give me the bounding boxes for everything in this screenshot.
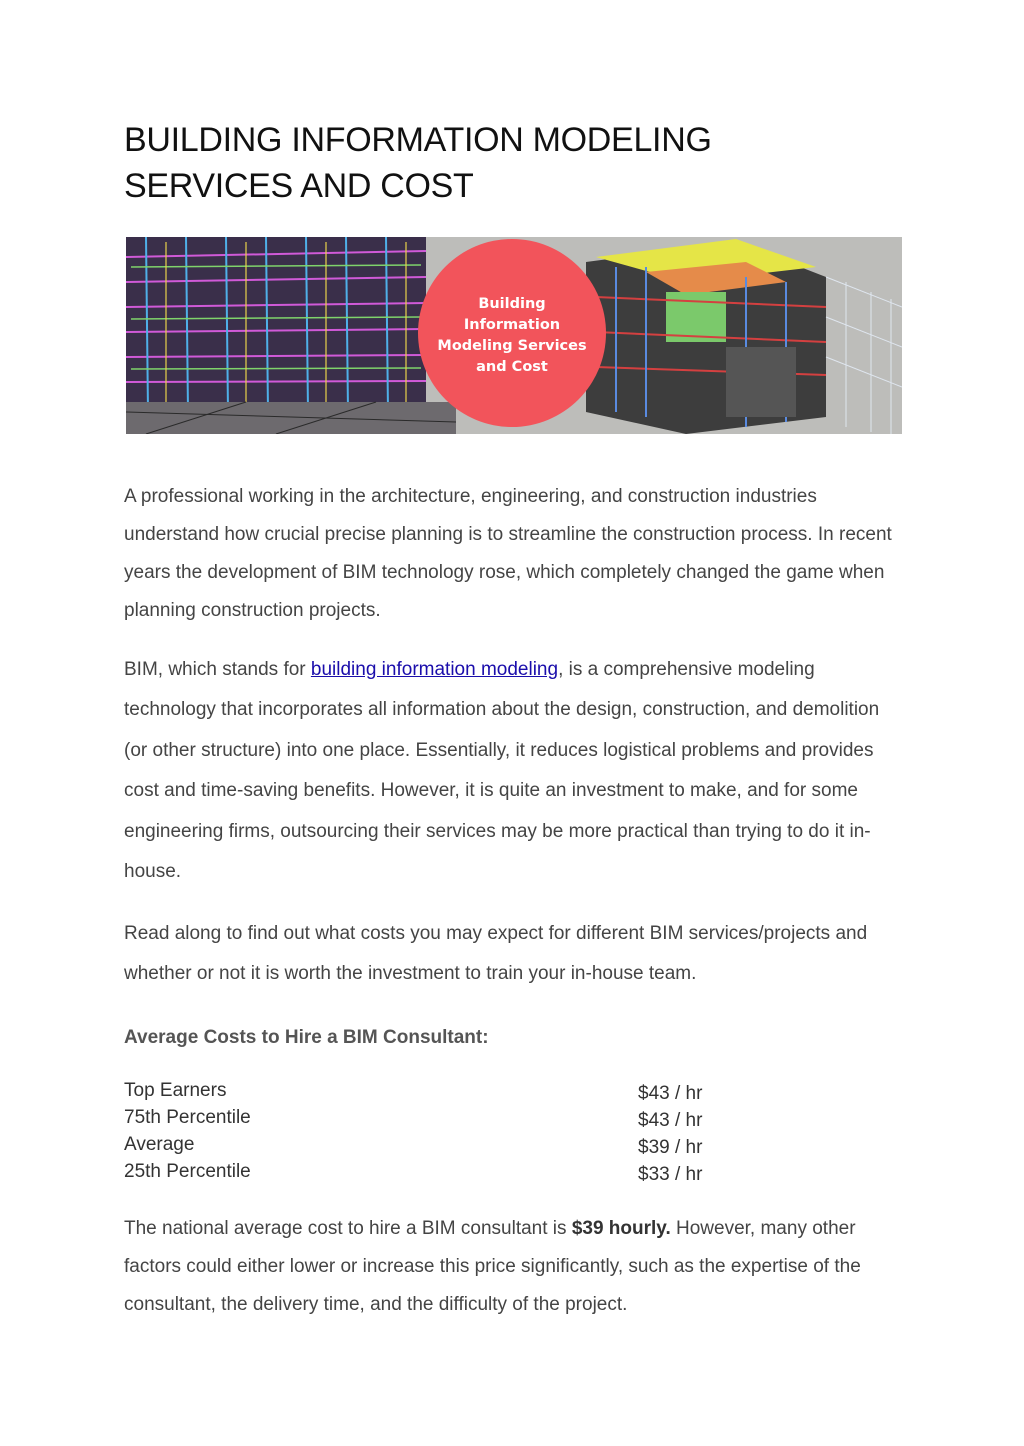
- bim-definition-paragraph: [124, 650, 899, 892]
- cost-value: $33 / hr: [638, 1164, 703, 1185]
- read-along-paragraph: Read along to find out what costs you may expect for different BIM services/projects and whether or not it is worth the investment to train your in-house team.: [124, 923, 868, 985]
- cost-value: $43 / hr: [638, 1110, 703, 1131]
- summary-text-after: However, many other factors could either lower or increase this price significantly, such as the expertise of the consultant, the delivery time, and the difficulty of the project.: [124, 1218, 861, 1315]
- cost-label: Average: [124, 1134, 195, 1155]
- cost-table: [124, 1080, 744, 1188]
- cost-row-top-earners: [124, 1080, 744, 1107]
- cost-row-75th-percentile: [124, 1107, 744, 1134]
- cost-row-25th-percentile: [124, 1161, 744, 1188]
- banner-caption: Building Information Modeling Services and Cost: [437, 295, 587, 375]
- building-information-modeling-link[interactable]: building information modeling: [310, 659, 559, 680]
- cost-value: $43 / hr: [638, 1083, 703, 1104]
- p2-text-after: , is a comprehensive modeling technology that incorporates all information about the design, construction, and demolition (or other structure) into one place. Essentially, it reduces logistical problems and provides cost and time-saving benefits. However, it is quite an investment to make, and for some engineering firms, outsourcing their services may be more practical than trying to do it in-house.: [124, 659, 880, 883]
- cost-label: 25th Percentile: [124, 1161, 251, 1182]
- cost-label: 75th Percentile: [124, 1107, 251, 1128]
- banner-image: [126, 237, 902, 434]
- cost-row-average: [124, 1134, 744, 1161]
- p2-text-before: BIM, which stands for: [124, 659, 311, 680]
- intro-paragraph: A professional working in the architecture, engineering, and construction industries understand how crucial precise planning is to streamline the construction process. In recent years the development of BIM technology rose, which completely changed the game when planning construction projects.: [124, 486, 892, 621]
- cost-value: $39 / hr: [638, 1137, 703, 1158]
- costs-heading: Average Costs to Hire a BIM Consultant:: [124, 1027, 489, 1048]
- cost-label: Top Earners: [124, 1080, 227, 1101]
- summary-paragraph: [124, 1210, 899, 1324]
- summary-text-before: The national average cost to hire a BIM consultant is: [124, 1218, 572, 1239]
- average-rate-highlight: $39 hourly.: [571, 1218, 671, 1239]
- page-title: BUILDING INFORMATION MODELING SERVICES AND COST: [124, 121, 712, 205]
